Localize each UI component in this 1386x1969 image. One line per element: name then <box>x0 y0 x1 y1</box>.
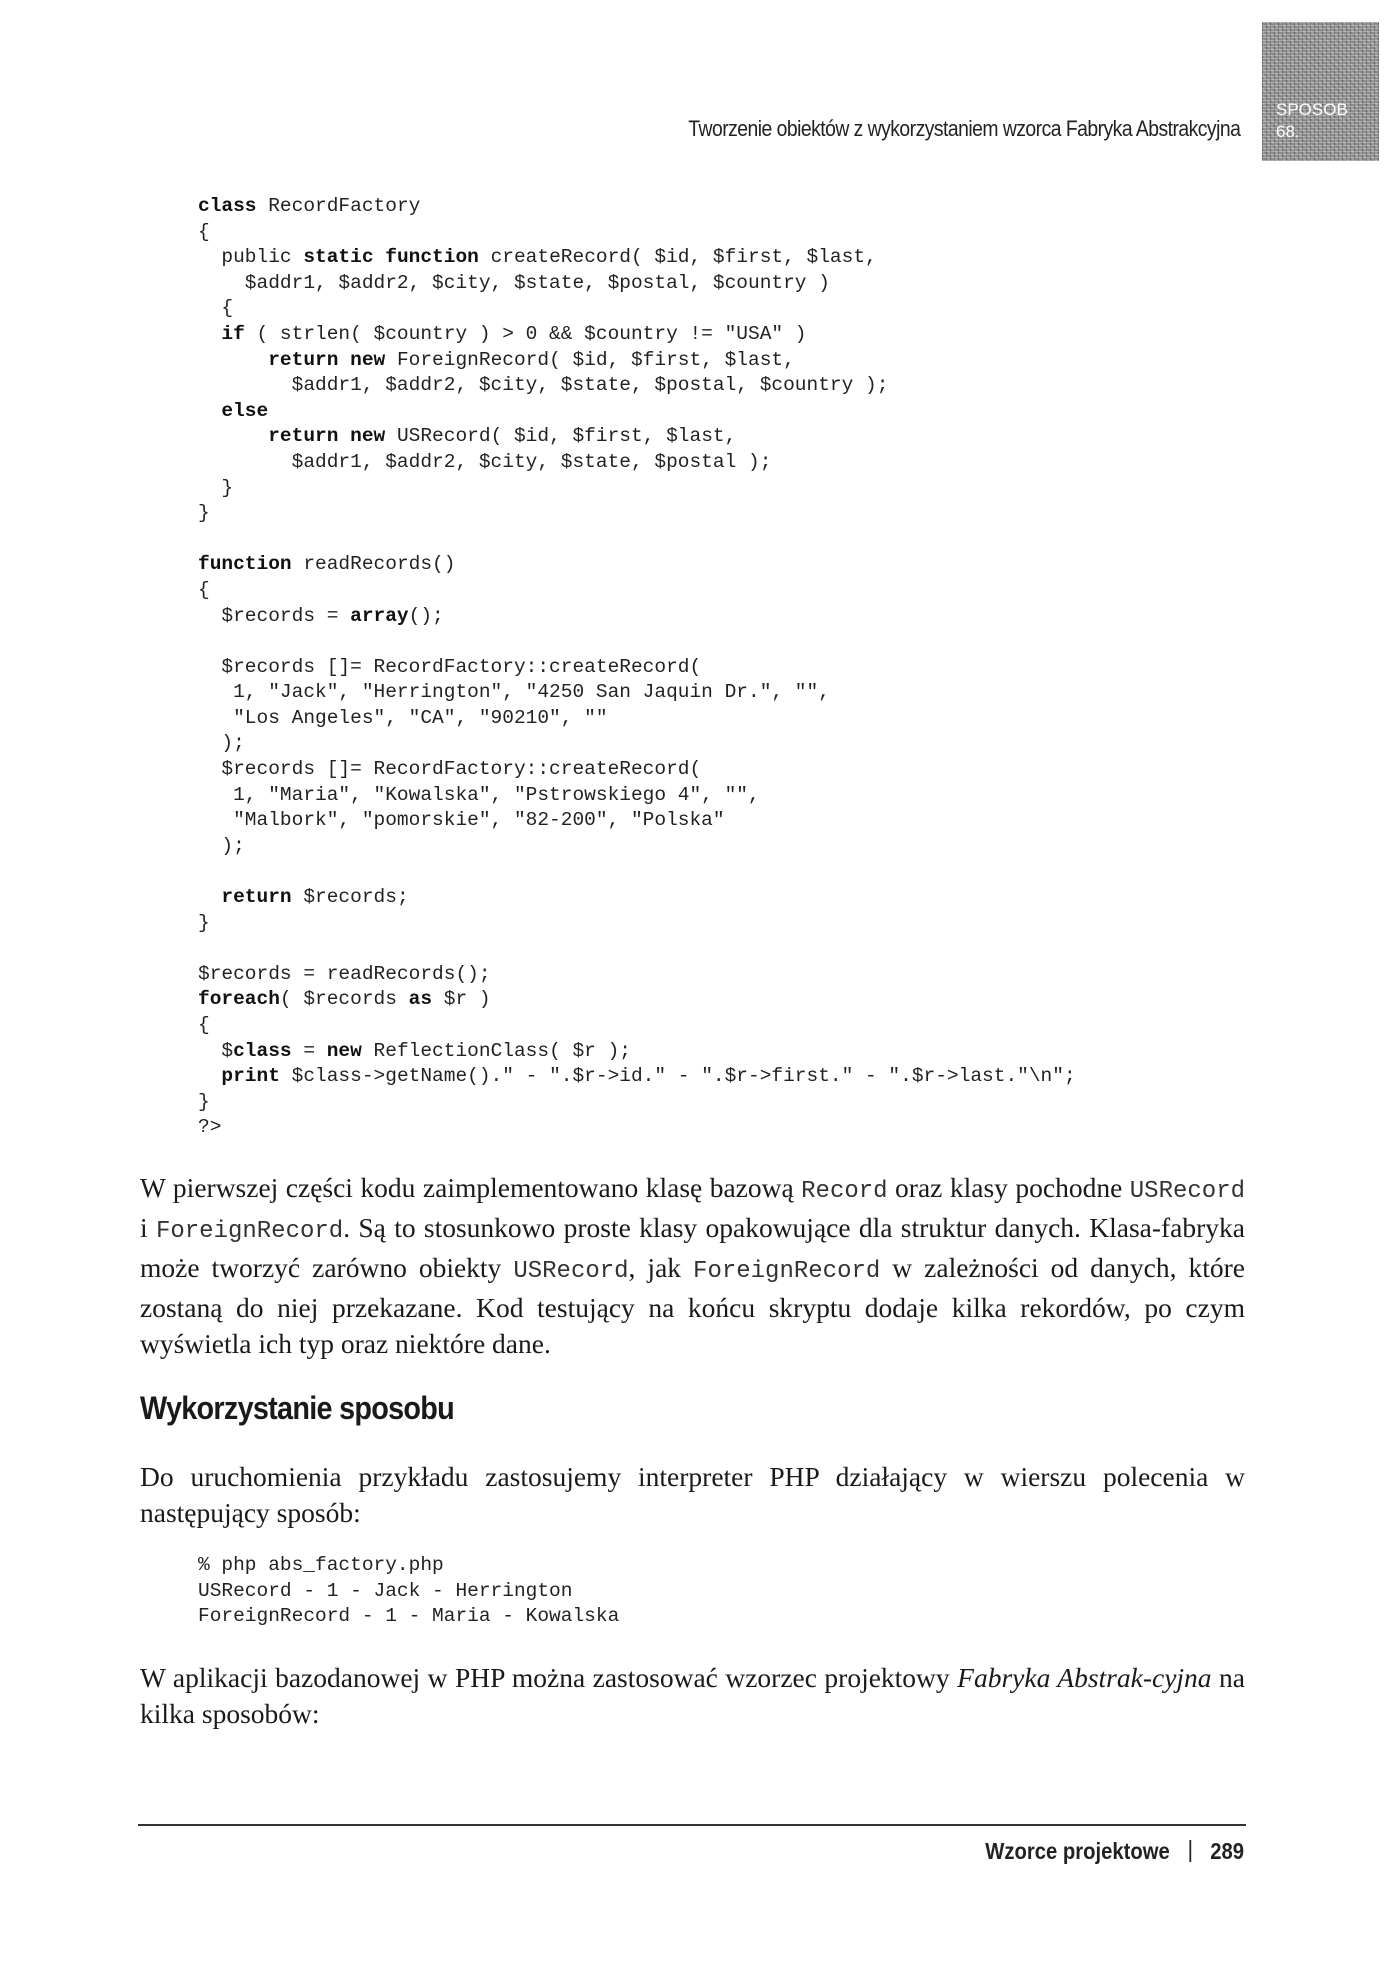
code-keyword: array <box>350 604 409 627</box>
page-number: 289 <box>1210 1838 1244 1864</box>
section-heading: Wykorzystanie sposobu <box>140 1390 455 1426</box>
paragraph-explanation: W pierwszej części kodu zaimplementowano klasę bazową Record oraz klasy pochodne USRecord i ForeignRecord. Są to stosunkowo proste klasy opakowujące dla struktur danych. Klasa-fabryka może tworzyć zarówno obiekty USRecord, jak ForeignRecord w zależności od danych, które zostaną do niej przekazane. Kod testujący na końcu skryptu dodaje kilka rekordów, po czym wyświetla ich typ oraz niektóre dane. <box>140 1172 1245 1359</box>
code-keyword: if <box>221 322 245 345</box>
code-line: } <box>198 1090 210 1113</box>
code-keyword: print <box>221 1065 280 1088</box>
output-line: % php abs_factory.php <box>198 1554 444 1576</box>
code-line: "Los Angeles", "CA", "90210", "" <box>198 706 608 729</box>
code-keyword: function <box>385 246 479 269</box>
inline-code: USRecord <box>1129 1178 1245 1205</box>
running-header-title: Tworzenie obiektów z wykorzystaniem wzorca Fabryka Abstrakcyjna <box>687 116 1240 141</box>
code-keyword: else <box>221 399 269 422</box>
code-keyword: class <box>233 1039 292 1062</box>
italic-term: Fabryka Abstrak-cyjna <box>957 1662 1212 1693</box>
code-keyword: new <box>350 425 386 448</box>
code-line: $records []= RecordFactory::createRecord( <box>198 758 702 781</box>
output-listing <box>198 1553 619 1630</box>
code-line: $records []= RecordFactory::createRecord( <box>198 655 702 678</box>
code-line: $class = new ReflectionClass( $r ); <box>198 1039 631 1062</box>
code-line: $addr1, $addr2, $city, $state, $postal, $country ) <box>198 271 830 294</box>
code-line: { <box>198 220 210 243</box>
output-line: ForeignRecord - 1 - Maria - Kowalska <box>198 1605 620 1628</box>
code-line: return new ForeignRecord( $id, $first, $last, <box>268 348 795 371</box>
code-line: $addr1, $addr2, $city, $state, $postal ); <box>198 450 772 473</box>
code-line: $records = array(); <box>198 604 444 627</box>
code-keyword: static <box>303 246 374 269</box>
paragraph-applications: W aplikacji bazodanowej w PHP można zastosować wzorzec projektowy Fabryka Abstrak-cyjna na kilka sposobów: <box>140 1662 1245 1729</box>
code-line: } <box>198 911 210 934</box>
code-keyword: as <box>408 988 433 1011</box>
code-line: { <box>198 297 234 320</box>
code-line: $addr1, $addr2, $city, $state, $postal, $country ); <box>198 374 889 397</box>
footer-chapter-title: Wzorce projektowe <box>985 1838 1170 1864</box>
code-line: { <box>198 1014 210 1036</box>
code-keyword: new <box>326 1039 362 1062</box>
inline-code: Record <box>801 1178 888 1205</box>
code-line: ); <box>198 732 245 755</box>
code-line: "Malbork", "pomorskie", "82-200", "Polska" <box>198 809 725 832</box>
code-line: foreach( $records as $r ) <box>198 988 491 1011</box>
footer-separator <box>1189 1840 1191 1862</box>
code-keyword: return <box>221 886 292 909</box>
code-line: 1, "Maria", "Kowalska", "Pstrowskiego 4", "", <box>198 783 760 806</box>
paragraph-run-instructions: Do uruchomienia przykładu zastosujemy interpreter PHP działający w wierszu polecenia w następujący sposób: <box>140 1461 1245 1528</box>
code-line: print $class->getName()." - ".$r->id." - ".$r->first." - ".$r->last."\n"; <box>221 1065 1076 1088</box>
output-line: USRecord - 1 - Jack - Herrington <box>198 1579 573 1602</box>
code-line: ?> <box>198 1116 222 1139</box>
code-line: { <box>198 578 210 601</box>
code-line <box>198 400 268 422</box>
code-keyword: foreach <box>198 988 280 1011</box>
inline-code: ForeignRecord <box>155 1218 344 1245</box>
code-line: } <box>198 476 234 499</box>
code-keyword: new <box>350 348 386 371</box>
code-line: class RecordFactory <box>198 195 421 217</box>
page-footer <box>985 1838 1244 1865</box>
code-line: function readRecords() <box>198 553 456 576</box>
code-keyword: return <box>268 425 339 448</box>
code-line: public static function createRecord( $id, $first, $last, <box>198 246 877 269</box>
code-keyword: class <box>198 195 257 217</box>
code-listing <box>198 194 1076 1141</box>
tab-label: SPOSOB <box>1276 100 1348 119</box>
code-line: if ( strlen( $country ) > 0 && $country != "USA" ) <box>221 322 807 345</box>
inline-code: ForeignRecord <box>693 1258 881 1285</box>
code-line: return $records; <box>221 886 409 909</box>
code-keyword: function <box>198 553 292 576</box>
code-keyword: return <box>268 348 339 371</box>
chapter-tab <box>1262 22 1379 161</box>
code-line: return new USRecord( $id, $first, $last, <box>268 425 737 448</box>
code-line: } <box>198 502 210 525</box>
code-line: $records = readRecords(); <box>198 962 491 985</box>
code-line: ); <box>198 834 245 857</box>
footer-rule <box>138 1824 1246 1826</box>
code-line: 1, "Jack", "Herrington", "4250 San Jaquin Dr.", "", <box>198 681 830 704</box>
inline-code: USRecord <box>513 1258 629 1285</box>
tab-number: 68. <box>1276 122 1300 141</box>
